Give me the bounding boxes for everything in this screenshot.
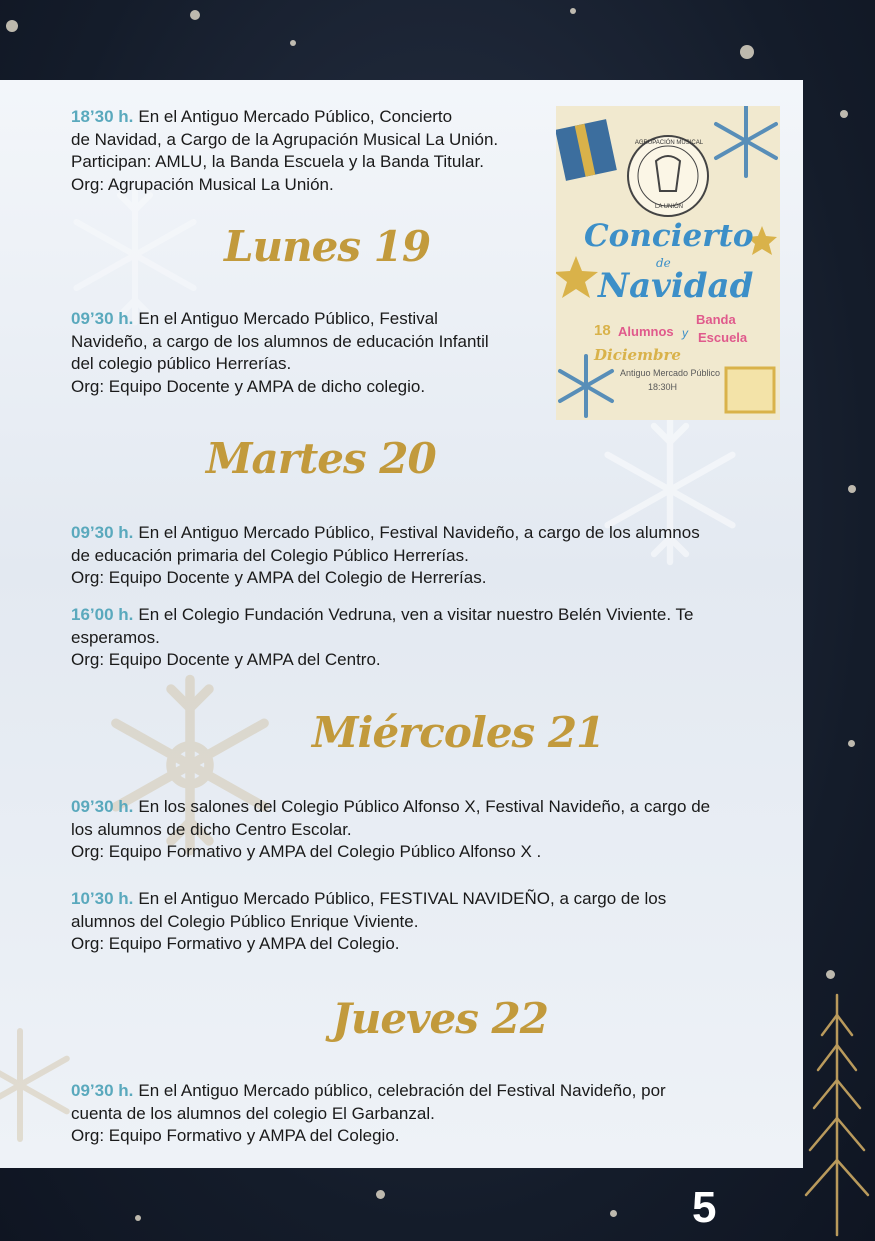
event-organizer: Org: Equipo Docente y AMPA del Colegio de Herrerías. bbox=[71, 568, 487, 587]
event-organizer: Org: Equipo Formativo y AMPA del Colegio. bbox=[71, 934, 400, 953]
snow-speck bbox=[190, 10, 200, 20]
event-text: En el Colegio Fundación Vedruna, ven a visitar nuestro Belén Viviente. Te bbox=[138, 605, 694, 624]
event-organizer: Org: Equipo Formativo y AMPA del Colegio Público Alfonso X . bbox=[71, 842, 542, 861]
day-heading: Martes 20 bbox=[206, 434, 436, 483]
poster-alumnos: Alumnos bbox=[618, 324, 674, 339]
event-entry bbox=[71, 106, 551, 196]
snow-speck bbox=[826, 970, 835, 979]
event-entry bbox=[71, 308, 551, 398]
event-entry bbox=[71, 888, 791, 956]
event-text: los alumnos de dicho Centro Escolar. bbox=[71, 819, 352, 839]
poster-y: y bbox=[682, 326, 688, 340]
day-heading: Jueves 22 bbox=[332, 994, 548, 1043]
poster-venue: Antiguo Mercado Público bbox=[620, 368, 721, 378]
page-number: 5 bbox=[692, 1183, 717, 1232]
event-text: de Navidad, a Cargo de la Agrupación Musical La Unión. bbox=[71, 129, 499, 149]
event-time: 09’30 h. bbox=[71, 1081, 134, 1100]
snow-speck bbox=[610, 1210, 617, 1217]
poster-time: 18:30H bbox=[648, 382, 678, 392]
event-text: alumnos del Colegio Público Enrique Viviente. bbox=[71, 911, 419, 931]
poster-escuela: Escuela bbox=[698, 330, 748, 345]
event-entry bbox=[71, 604, 791, 672]
snow-speck bbox=[740, 45, 754, 59]
day-heading: Lunes 19 bbox=[224, 222, 431, 271]
event-entry bbox=[71, 796, 791, 864]
poster-title-3: Navidad bbox=[598, 266, 754, 306]
event-organizer: Org: Equipo Formativo y AMPA del Colegio. bbox=[71, 1126, 400, 1145]
event-time: 09’30 h. bbox=[71, 797, 134, 816]
event-text: esperamos. bbox=[71, 627, 160, 647]
snow-speck bbox=[290, 40, 296, 46]
snow-speck bbox=[848, 740, 855, 747]
event-time: 16’00 h. bbox=[71, 605, 134, 624]
event-text: En el Antiguo Mercado público, celebración del Festival Navideño, por bbox=[138, 1081, 666, 1100]
snow-speck bbox=[848, 485, 856, 493]
event-text: de educación primaria del Colegio Público Herrerías. bbox=[71, 545, 469, 565]
snowflake-icon bbox=[0, 1010, 80, 1160]
event-text: En el Antiguo Mercado Público, Festival bbox=[138, 309, 438, 328]
event-time: 18’30 h. bbox=[71, 107, 134, 126]
poster-title-2: de bbox=[656, 256, 671, 270]
poster-seal-top: AGRUPACIÓN MUSICAL bbox=[634, 140, 704, 146]
snow-speck bbox=[376, 1190, 385, 1199]
concert-poster bbox=[556, 106, 780, 420]
event-text: Navideño, a cargo de los alumnos de educación Infantil bbox=[71, 331, 489, 351]
day-heading: Miércoles 21 bbox=[312, 708, 605, 757]
event-organizer: Org: Equipo Docente y AMPA de dicho colegio. bbox=[71, 376, 426, 396]
event-text: En el Antiguo Mercado Público, Festival Navideño, a cargo de los alumnos bbox=[138, 523, 700, 542]
event-entry bbox=[71, 1080, 791, 1148]
snow-speck bbox=[135, 1215, 141, 1221]
poster-date-number: 18 bbox=[594, 322, 611, 339]
event-time: 10’30 h. bbox=[71, 889, 134, 908]
snow-speck bbox=[570, 8, 576, 14]
event-text: del colegio público Herrerías. bbox=[71, 354, 292, 373]
poster-date-month: Diciembre bbox=[594, 346, 681, 364]
event-organizer: Org: Equipo Docente y AMPA del Centro. bbox=[71, 650, 381, 669]
event-time: 09’30 h. bbox=[71, 309, 134, 328]
poster-seal-bottom: LA UNIÓN bbox=[654, 204, 683, 210]
event-organizer: Org: Agrupación Musical La Unión. bbox=[71, 174, 334, 194]
snow-speck bbox=[6, 20, 18, 32]
event-text: En el Antiguo Mercado Público, FESTIVAL NAVIDEÑO, a cargo de los bbox=[138, 889, 667, 908]
tree-icon bbox=[800, 990, 875, 1240]
event-text: En los salones del Colegio Público Alfonso X, Festival Navideño, a cargo de bbox=[138, 797, 711, 816]
event-text: Participan: AMLU, la Banda Escuela y la Banda Titular. bbox=[71, 152, 484, 171]
poster-banda: Banda bbox=[696, 312, 736, 327]
event-time: 09’30 h. bbox=[71, 523, 134, 542]
event-entry bbox=[71, 522, 791, 590]
snow-speck bbox=[840, 110, 848, 118]
event-text: En el Antiguo Mercado Público, Concierto bbox=[138, 107, 453, 126]
poster-title-1: Concierto bbox=[584, 218, 754, 254]
event-text: cuenta de los alumnos del colegio El Garbanzal. bbox=[71, 1103, 435, 1123]
